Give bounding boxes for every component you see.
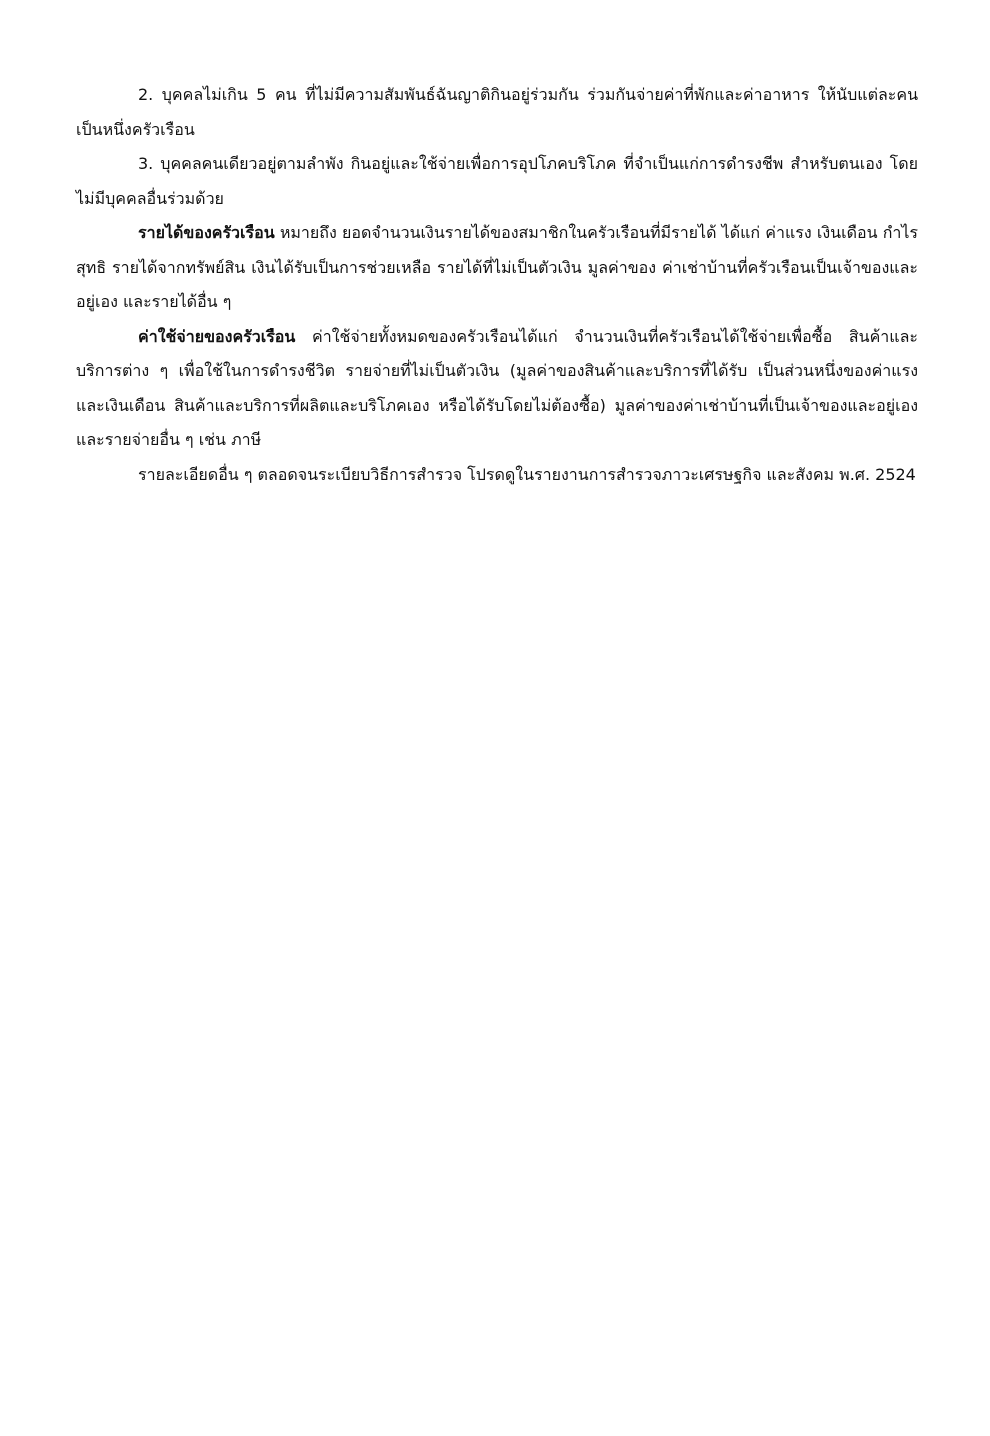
term-household-expenditure: ค่าใช้จ่ายของครัวเรือน — [138, 326, 296, 346]
paragraph-item-3-text: 3. บุคคลคนเดียวอยู่ตามลำพัง กินอยู่และใช้จ่ายเพื่อการอุปโภคบริโภค ที่จำเป็นแก่การดำรงชีพ สำหรับตนเอง โดยไม่มีบุคคลอื่นร่วมด้วย — [76, 154, 918, 208]
definition-household-expenditure: ค่าใช้จ่ายทั้งหมดของครัวเรือนได้แก่ จำนวนเงินที่ครัวเรือนได้ใช้จ่ายเพื่อซื้อ สินค้าและบริการต่าง ๆ เพื่อใช้ในการดำรงชีวิต รายจ่ายที่ไม่เป็นตัวเงิน (มูลค่าของสินค้าและบริการที่ได้รับ เป็นส่วนหนึ่งของค่าแรงและเงินเดือน สินค้าและบริการที่ผลิตและบริโภคเอง หรือได้รับโดยไม่ต้องซื้อ) มูลค่าของค่าเช่าบ้านที่เป็นเจ้าของและอยู่เองและรายจ่ายอื่น ๆ เช่น ภาษี — [76, 326, 918, 449]
definition-household-income: หมายถึง ยอดจำนวนเงินรายได้ของสมาชิกในครัวเรือนที่มีรายได้ ได้แก่ ค่าแรง เงินเดือน กำไรสุทธิ รายได้จากทรัพย์สิน เงินได้รับเป็นการช่วยเหลือ รายได้ที่ไม่เป็นตัวเงิน มูลค่าของ ค่าเช่าบ้านที่ครัวเรือนเป็นเจ้าของและอยู่เอง และรายได้อื่น ๆ — [76, 223, 918, 311]
paragraph-survey-details — [76, 458, 918, 493]
paragraph-item-2 — [76, 78, 918, 147]
paragraph-household-expenditure — [76, 320, 918, 458]
paragraph-survey-details-text: รายละเอียดอื่น ๆ ตลอดจนระเบียบวิธีการสำรวจ โปรดดูในรายงานการสำรวจภาวะเศรษฐกิจ และสังคม พ.ศ. 2524 — [138, 464, 916, 484]
document-body — [76, 78, 918, 492]
paragraph-household-income — [76, 216, 918, 320]
paragraph-item-3 — [76, 147, 918, 216]
term-household-income: รายได้ของครัวเรือน — [138, 223, 275, 242]
paragraph-item-2-text: 2. บุคคลไม่เกิน 5 คน ที่ไม่มีความสัมพันธ์ฉันญาติกินอยู่ร่วมกัน ร่วมกันจ่ายค่าที่พักและค่าอาหาร ให้นับแต่ละคนเป็นหนึ่งครัวเรือน — [76, 85, 918, 139]
